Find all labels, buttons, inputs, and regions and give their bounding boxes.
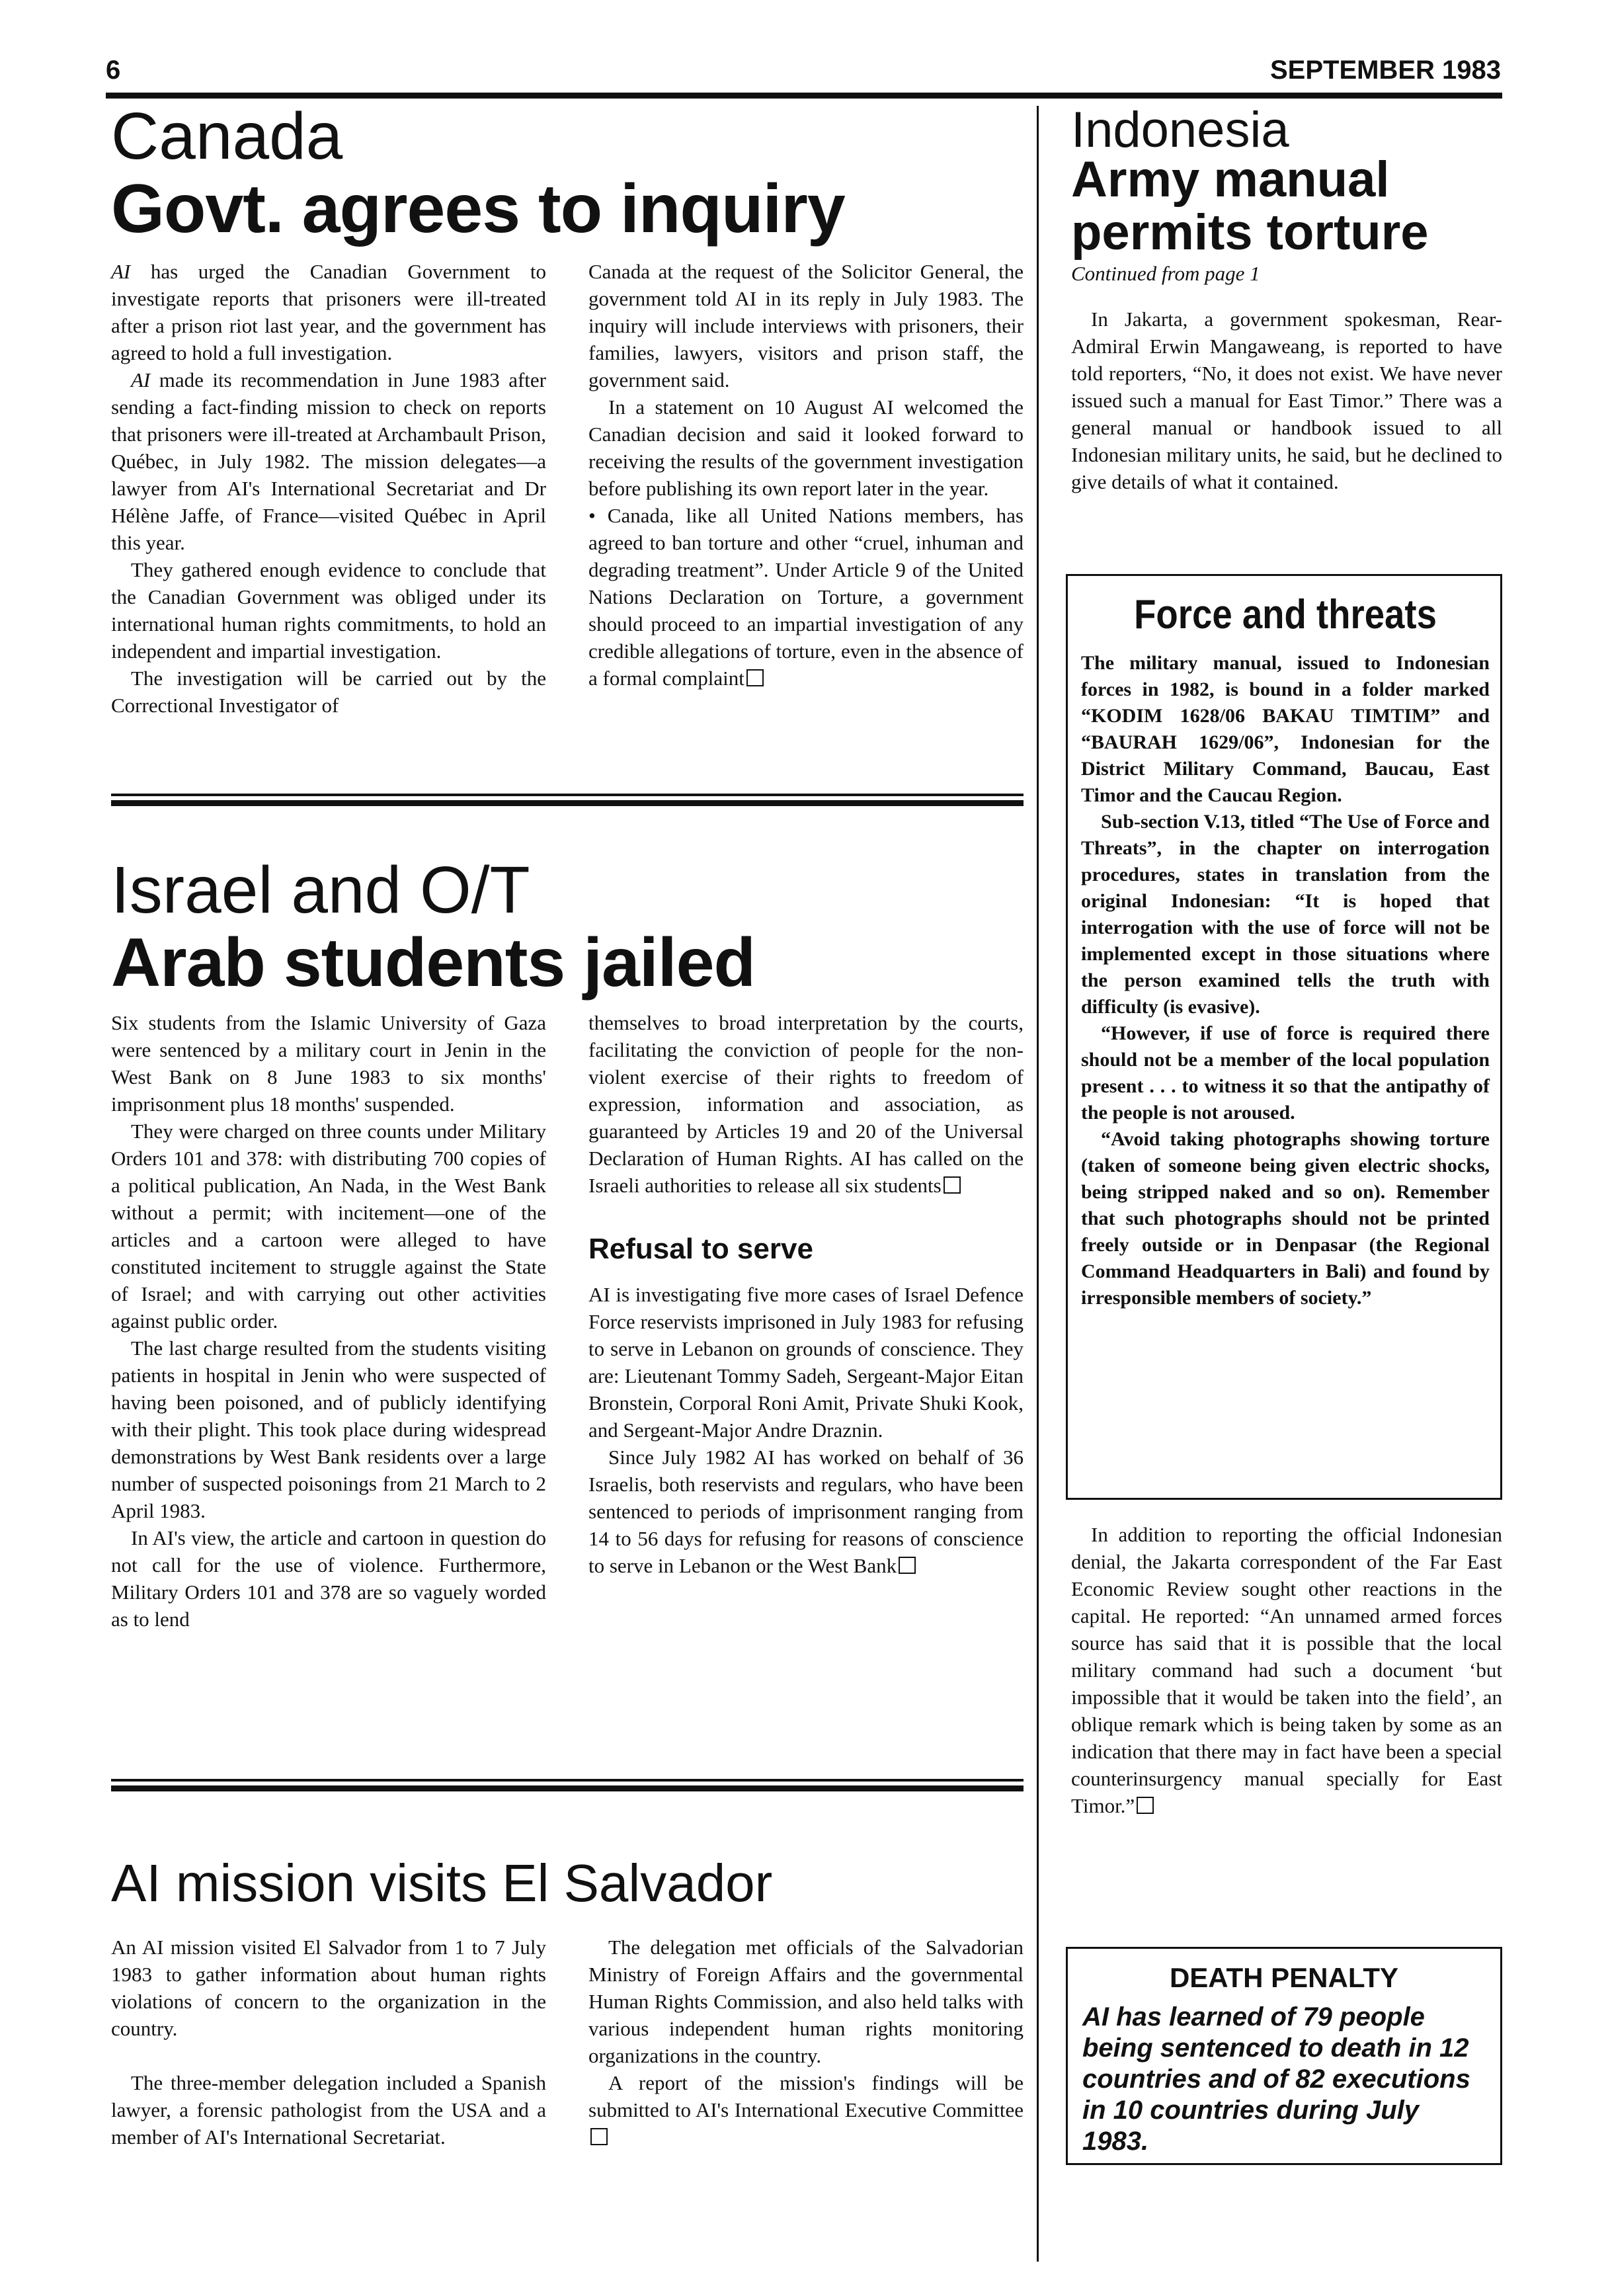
ai-abbr: AI <box>131 368 151 391</box>
israel-p2: They were charged on three counts under Military Orders 101 and 378: with distributing 700 copies of a political publication, An Nada, in the West Bank without a permit; with incitement—one of the articles and a cartoon were alleged to have constituted incitement to struggle against the State of Israel; and with carrying out other activities against public order. <box>111 1120 546 1332</box>
salvador-p4: A report of the mission's findings will be submitted to AI's International Executive Committee <box>588 2071 1024 2121</box>
indonesia-p2: In addition to reporting the official Indonesian denial, the Jakarta correspondent of the Far East Economic Review sought other reactions in the capital. He reported: “An unnamed armed forces source has said that it is possible that the local military command had such a document ‘but impossible that it would be taken into the field’, an oblique remark which is being taken by some as an indication that there may in fact have been a special counterinsurgency manual specially for East Timor.” <box>1071 1523 1502 1817</box>
salvador-headline: AI mission visits El Salvador <box>111 1854 773 1912</box>
canada-col2 <box>588 258 1024 692</box>
canada-p4: The investigation will be carried out by the Correctional Investigator of <box>111 667 546 717</box>
salvador-p2: The three-member delegation included a Spanish lawyer, a forensic pathologist from the USA and a member of AI's International Secretariat. <box>111 2071 546 2149</box>
indonesia-p1: In Jakarta, a government spokesman, Rear-Admiral Erwin Mangaweang, is reported to have told reporters, “No, it does not exist. We have never issued such a manual for East Timor.” There was a general manual or handbook issued to all Indonesian military units, he said, but he declined to give details of what it contained. <box>1071 308 1502 493</box>
canada-col1 <box>111 258 546 719</box>
box-p4: “Avoid taking photographs showing torture (taken of someone being given electric shocks, being stripped naked and so on). Remember that such photographs should not be printed freely outside or in Denpasar (the Regional Command Headquarters in Bali) and found by irresponsible members of society.” <box>1081 1128 1490 1309</box>
israel-p4: In AI's view, the article and cartoon in question do not call for the use of violence. Furthermore, Military Orders 101 and 378 are so vaguely worded as to lend <box>111 1526 546 1631</box>
salvador-col1 <box>111 1934 546 2151</box>
death-penalty-text: AI has learned of 79 people being sentenced to death in 12 countries and of 82 executions in 10 countries during July 1983. <box>1082 2002 1470 2156</box>
indonesia-outro <box>1071 1521 1502 1819</box>
canada-p6: In a statement on 10 August AI welcomed the Canadian decision and said it looked forward to receiving the results of the government investigation before publishing its own report later in the year. <box>588 395 1024 500</box>
indonesia-headline: Army manual permits torture <box>1071 151 1429 261</box>
box-p1: The military manual, issued to Indonesian forces in 1982, is bound in a folder marked “KODIM 1628/06 BAKAU TIMTIM” and “BAURAH 1629/06”, Indonesian for the District Military Command, Baucau, East Timor and the Caucau Region. <box>1081 652 1490 806</box>
canada-p7: • Canada, like all United Nations members, has agreed to ban torture and other “cruel, inhuman and degrading treatment”. Under Article 9 of the United Nations Declaration on Torture, a government should proceed to an impartial investigation of any credible allegations of torture, even in the absence of a formal complaint <box>588 504 1024 690</box>
israel-p1: Six students from the Islamic University of Gaza were sentenced by a military court in Jenin in the West Bank on 8 June 1983 to six months' imprisonment plus 18 months' suspended. <box>111 1011 546 1116</box>
indonesia-intro <box>1071 306 1502 495</box>
canada-p2: made its recommendation in June 1983 after sending a fact-finding mission to check on reports that prisoners were ill-treated at Archambault Prison, Québec, in July 1982. The mission delegates—a lawyer from AI's International Secretariat and Dr Hélène Jaffe, of France—visited Québec in April this year. <box>111 368 546 554</box>
israel-col1 <box>111 1009 546 1633</box>
page-number: 6 <box>106 56 121 85</box>
box-body <box>1081 650 1490 1311</box>
salvador-p3: The delegation met officials of the Salvadorian Ministry of Foreign Affairs and the governmental Human Rights Commission, and also held talks with various independent human rights monitoring organizations in the country. <box>588 1936 1024 2067</box>
canada-p1: has urged the Canadian Government to investigate reports that prisoners were ill-treated after a prison riot last year, and the government has agreed to hold a full investigation. <box>111 260 546 364</box>
end-mark-icon <box>899 1557 916 1574</box>
israel-kicker: Israel and O/T <box>111 853 530 927</box>
force-threats-box <box>1066 574 1502 1500</box>
israel-p5: themselves to broad interpretation by the courts, facilitating the conviction of people for the non-violent exercise of their rights to freedom of expression, information and association, as guaranteed by Articles 19 and 20 of the Universal Declaration of Human Rights. AI has called on the Israeli authorities to release all six students <box>588 1011 1024 1197</box>
israel-p6: AI is investigating five more cases of Israel Defence Force reservists imprisoned in July 1983 for refusing to serve in Lebanon on grounds of conscience. They are: Lieutenant Tommy Sadeh, Sergeant-Major Eitan Bronstein, Corporal Roni Amit, Private Shuki Kook, and Sergeant-Major Andre Draznin. <box>588 1283 1024 1442</box>
israel-col2 <box>588 1009 1024 1579</box>
israel-p3: The last charge resulted from the students visiting patients in hospital in Jenin who were suspected of having been poisoned, and of publicly identifying with their plight. This took place during widespread demonstrations by West Bank residents over a large number of suspected poisonings from 21 March to 2 April 1983. <box>111 1336 546 1522</box>
end-mark-icon <box>944 1176 961 1194</box>
issue-date: SEPTEMBER 1983 <box>1269 56 1501 85</box>
indonesia-kicker: Indonesia <box>1071 102 1289 158</box>
section-rule <box>111 794 1024 796</box>
canada-kicker: Canada <box>111 99 343 173</box>
end-mark-icon <box>590 2128 608 2145</box>
end-mark-icon <box>746 669 764 686</box>
death-penalty-box <box>1066 1947 1502 2165</box>
canada-p3: They gathered enough evidence to conclude that the Canadian Government was obliged under its international human rights commitments, to hold an independent and impartial investigation. <box>111 558 546 663</box>
continued-note: Continued from page 1 <box>1071 262 1260 285</box>
section-rule <box>111 1785 1024 1791</box>
end-mark-icon <box>1137 1797 1154 1814</box>
box-p2: Sub-section V.13, titled “The Use of Force and Threats”, in the chapter on interrogation procedures, states in translation from the original Indonesian: “It is hoped that interrogation with the use of force will not be implemented except in those situations where the person examined tells the truth with difficulty (is evasive). <box>1081 811 1490 1018</box>
box-p3: “However, if use of force is required there should not be a member of the local population present . . . to witness it so that the antipathy of the people is not aroused. <box>1081 1022 1490 1124</box>
section-rule <box>111 800 1024 806</box>
section-rule <box>111 1779 1024 1782</box>
canada-p5: Canada at the request of the Solicitor General, the government told AI in its reply in July 1983. The inquiry will include interviews with prisoners, their families, lawyers, visitors and prison staff, the government said. <box>588 260 1024 391</box>
israel-subhead: Refusal to serve <box>588 1233 813 1265</box>
column-divider <box>1037 106 1039 2262</box>
israel-p7: Since July 1982 AI has worked on behalf of 36 Israelis, both reservists and regulars, who have been sentenced to periods of imprisonment ranging from 14 to 56 days for refusing for reasons of conscience to serve in Lebanon or the West Bank <box>588 1446 1024 1577</box>
israel-headline: Arab students jailed <box>111 924 755 1001</box>
death-penalty-title: DEATH PENALTY <box>1169 1962 1399 1993</box>
header-rule <box>106 93 1502 99</box>
salvador-col2 <box>588 1934 1024 2151</box>
ai-abbr: AI <box>111 260 131 283</box>
box-title: Force and threats <box>1134 592 1437 637</box>
salvador-p1: An AI mission visited El Salvador from 1 to 7 July 1983 to gather information about human rights violations of concern to the organization in the country. <box>111 1936 546 2040</box>
canada-headline: Govt. agrees to inquiry <box>111 171 845 247</box>
